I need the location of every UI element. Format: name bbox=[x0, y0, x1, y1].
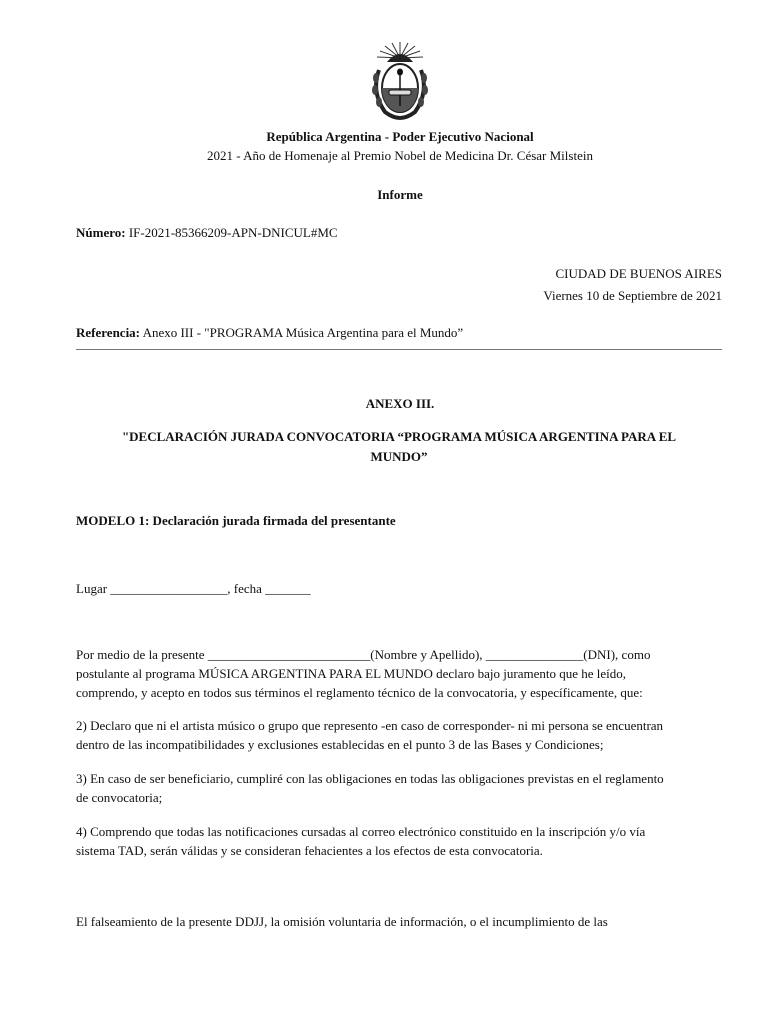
reference-value: Anexo III - "PROGRAMA Música Argentina para el Mundo” bbox=[142, 325, 464, 340]
paragraph-item-2 bbox=[76, 716, 726, 754]
annex-title: ANEXO III. bbox=[365, 396, 435, 411]
paragraph-line: postulante al programa MÚSICA ARGENTINA PARA EL MUNDO declaro bajo juramento que he leído, bbox=[76, 666, 627, 681]
reference-label: Referencia: bbox=[76, 325, 141, 340]
document-type: Informe bbox=[377, 187, 423, 202]
paragraph-line: de convocatoria; bbox=[76, 790, 163, 805]
paragraph-line: sistema TAD, serán válidas y se consideran fehacientes a los efectos de esta convocatoria. bbox=[76, 843, 543, 858]
paragraph-intro bbox=[76, 645, 726, 702]
paragraph-line: El falseamiento de la presente DDJJ, la omisión voluntaria de información, o el incumplimiento de las bbox=[76, 914, 608, 929]
declaration-title-line: "DECLARACIÓN JURADA CONVOCATORIA “PROGRAMA MÚSICA ARGENTINA PARA EL bbox=[121, 429, 677, 444]
document-reference bbox=[76, 323, 463, 342]
place-date-line: Lugar __________________, fecha _______ bbox=[76, 581, 311, 596]
header-title: República Argentina - Poder Ejecutivo Nacional bbox=[266, 129, 534, 144]
document-number bbox=[76, 223, 338, 242]
paragraph-line: 4) Comprendo que todas las notificaciones cursadas al correo electrónico constituido en la inscripción y/o vía bbox=[76, 824, 646, 839]
paragraph-line: Por medio de la presente _________________________(Nombre y Apellido), _______________(DNI), como bbox=[76, 647, 651, 662]
declaration-title bbox=[76, 427, 722, 467]
paragraph-line: 3) En caso de ser beneficiario, cumpliré con las obligaciones en todas las obligaciones previstas en el reglamento bbox=[76, 771, 664, 786]
paragraph-line: 2) Declaro que ni el artista músico o grupo que represento -en caso de corresponder- ni mi persona se encuentran bbox=[76, 718, 664, 733]
document-number-label: Número: bbox=[76, 225, 126, 240]
document-date: Viernes 10 de Septiembre de 2021 bbox=[543, 288, 722, 303]
argentina-coat-of-arms-icon bbox=[365, 40, 435, 122]
header-divider bbox=[76, 349, 722, 350]
paragraph-line: dentro de las incompatibilidades y exclusiones establecidas en el punto 3 de las Bases y Condiciones; bbox=[76, 737, 604, 752]
header-subtitle: 2021 - Año de Homenaje al Premio Nobel de Medicina Dr. César Milstein bbox=[207, 148, 593, 163]
declaration-title-line: MUNDO” bbox=[370, 449, 428, 464]
paragraph-item-3 bbox=[76, 769, 726, 807]
model-title: MODELO 1: Declaración jurada firmada del presentante bbox=[76, 513, 396, 528]
document-number-value: IF-2021-85366209-APN-DNICUL#MC bbox=[128, 225, 338, 240]
paragraph-line: comprendo, y acepto en todos sus términos el reglamento técnico de la convocatoria, y específicamente, que: bbox=[76, 685, 643, 700]
paragraph-closing bbox=[76, 912, 726, 931]
document-city: CIUDAD DE BUENOS AIRES bbox=[555, 266, 722, 281]
paragraph-item-4 bbox=[76, 822, 726, 860]
